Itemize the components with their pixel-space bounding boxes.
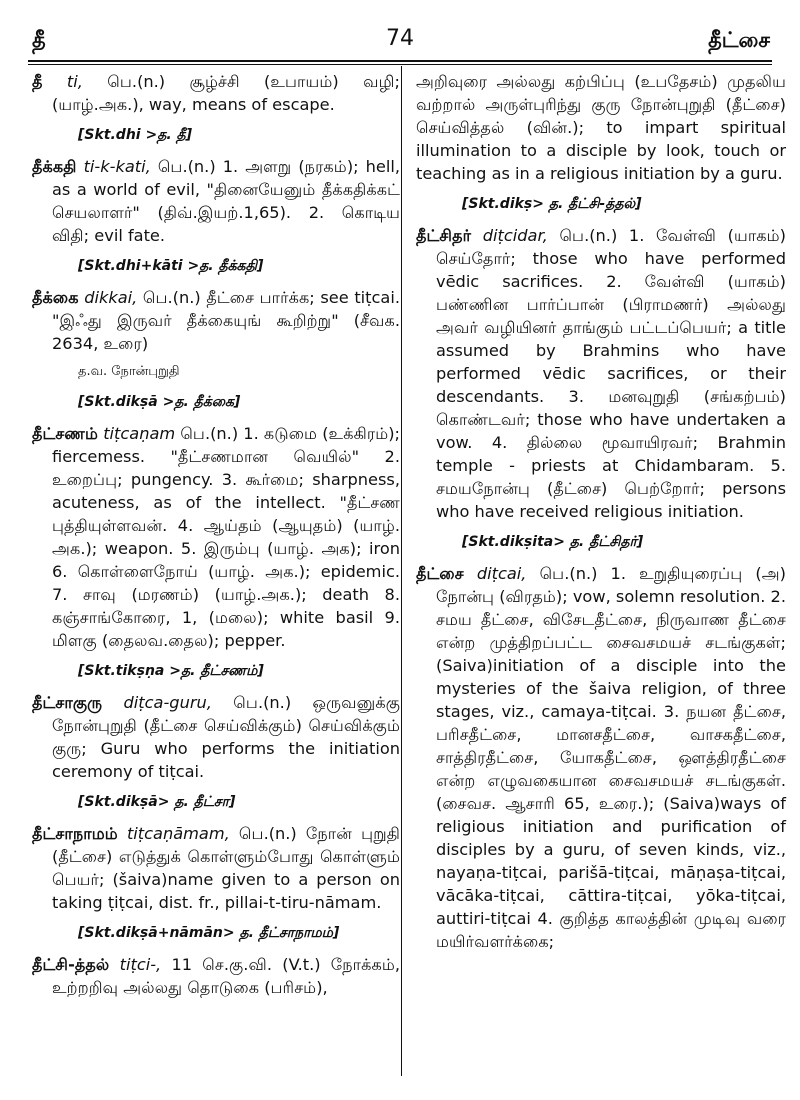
etymology-note: [Skt.dikṣā >த. தீக்கை]	[78, 394, 241, 410]
dictionary-entry	[32, 422, 400, 652]
entry-transliteration: tiṭci-,	[119, 955, 162, 974]
entry-definition: பெ.(n.) 1. வேள்வி (யாகம்) செய்தோர்; those who have performed vēdic sacrifices. 2. வேள்வி (யாகம்) பண்ணின பார்ப்பான் (பிராமணர்) அல்லது அவர் வழியினர் தாங்கும் பட்டப்பெயர்; a title assumed by Brahmins who have performed vēdic sacrifices, or their descendants. 3. மனவுறுதி (சங்கற்பம்) கொண்டவர்; those who have undertaken a vow. 4. தில்லை மூவாயிரவர்; Brahmin temple - priests at Chidambaram. 5. சமயநோன்பு (தீட்சை) பெற்றோர்; persons who have received religious initiation.	[436, 226, 786, 521]
right-column	[416, 70, 786, 958]
entry-transliteration: diṭcidar,	[482, 226, 548, 245]
dictionary-entry	[32, 691, 400, 783]
entry-definition: 11 செ.கு.வி. (V.t.) நோக்கம், உற்றறிவு அல்லது தொடுகை (பரிசம்),	[52, 955, 400, 997]
etymology-note: [Skt.dhi+kāti >த. தீக்கதி]	[78, 258, 264, 274]
entry-definition: பெ.(n.) சூழ்ச்சி (உபாயம்) வழி; (யாழ்.அக.), way, means of escape.	[52, 72, 400, 114]
etymology-note: [Skt.dikṣ> த. தீட்சி-த்தல்]	[462, 196, 642, 212]
entry-transliteration: ti,	[66, 72, 83, 91]
entry-transliteration: tiṭcaṇāmam,	[126, 824, 230, 843]
entry-headword: தீட்சை	[416, 564, 464, 583]
entry-headword: தீட்சாநாமம்	[32, 824, 118, 843]
entry-definition: பெ.(n.) 1. அளறு (நரகம்); hell, as a world of evil, "தினையேனும் தீக்கதிக்கட் செயலாளர்" (திவ்.இயற்.1,65). 2. கொடிய விதி; evil fate.	[52, 157, 400, 245]
dictionary-entry	[32, 286, 400, 355]
dictionary-entry	[32, 822, 400, 914]
left-column	[32, 70, 400, 1004]
dictionary-entry	[32, 155, 400, 247]
entry-headword: தீட்சாகுரு	[32, 693, 103, 712]
entry-transliteration: dikkai,	[84, 288, 138, 307]
entry-headword: தீட்சணம்	[32, 424, 99, 443]
dictionary-entry	[32, 70, 400, 116]
etymology-note: [Skt.dikṣā+nāmān> த. தீட்சாநாமம்]	[78, 925, 340, 941]
etymology-note: [Skt.tikṣṇa >த. தீட்சணம்]	[78, 663, 264, 679]
entry-definition: பெ.(n.) நோன் புறுதி (தீட்சை) எடுத்துக் கொள்ளும்போது கொள்ளும் பெயர்; (šaiva)name given to a person on taking ṭiṭcai, dist. fr., pillai-t-tiru-nāmam.	[52, 824, 400, 912]
entry-definition: பெ.(n.) தீட்சை பார்க்க; see tiṭcai. "இஃது இருவர் தீக்கையுங் கூறிற்று" (சீவக. 2634, உரை)	[52, 288, 400, 353]
header-rule	[28, 60, 772, 62]
page-number: 74	[386, 26, 414, 51]
entry-definition: பெ.(n.) 1. கடுமை (உக்கிரம்); fiercemess. "தீட்சணமான வெயில்" 2. உறைப்பு; pungency. 3. கூர்மை; sharpness, acuteness, as of the intellect. "தீட்சண புத்தியுள்ளவன். 4. ஆய்தம் (ஆயுதம்) (யாழ். அக.); weapon. 5. இரும்பு (யாழ். அக); iron 6. கொள்ளைநோய் (யாழ். அக.); epidemic. 7. சாவு (மரணம்) (யாழ்.அக.); death 8. கஞ்சாங்கோரை, 1, (மலை); white basil 9. மிளகு (தைலவ.தைல); pepper.	[52, 424, 400, 650]
entry-headword: தீட்சிதர்	[416, 226, 472, 245]
entry-transliteration: diṭca-guru,	[123, 693, 212, 712]
entry-definition: பெ.(n.) ஒருவனுக்கு நோன்புறுதி (தீட்சை செய்விக்கும்) செய்விக்கும் குரு; Guru who performs the initiation ceremony of tiṭcai.	[52, 693, 400, 781]
entry-definition: பெ.(n.) 1. உறுதியுரைப்பு (அ) நோன்பு (விரதம்); vow, solemn resolution. 2. சமய தீட்சை, விசேடதீட்சை, நிருவாண தீட்சை என்ற முத்திறப்பட்ட சைவசமயச் சடங்குகள்; (Saiva)initiation of a disciple into the mysteries of the šaiva religion, of three stages, viz., camaya-tiṭcai. 3. நயன தீட்சை, பரிசதீட்சை, மானசதீட்சை, வாசகதீட்சை, சாத்திரதீட்சை, யோகதீட்சை, ஔத்திரதீட்சை என்ற எழுவகையான சைவசமயச் சடங்குகள். (சைவச. ஆசாரி 65, உரை.); (Saiva)ways of religious initiation and purification of disciples by a guru, of seven kinds, viz., nayaṇa-tiṭcai, parišā-tiṭcai, māṇaṣa-tiṭcai, vācāka-tiṭcai, cāttira-tiṭcai, yōka-tiṭcai, auttiri-tiṭcai 4. குறித்த காலத்தின் முடிவு வரை மயிர்வளர்க்கை;	[436, 564, 786, 951]
dictionary-entry	[416, 562, 786, 953]
entry-transliteration: diṭcai,	[476, 564, 527, 583]
etymology-note: [Skt.dikṣā> த. தீட்சா]	[78, 794, 236, 810]
etymology-note: [Skt.dikṣita> த. தீட்சிதர்]	[462, 534, 644, 550]
header-right-word: தீட்சை	[708, 28, 770, 52]
header-rule-thin	[28, 64, 772, 65]
entry-transliteration: ti-k-kati,	[83, 157, 151, 176]
dictionary-entry	[32, 953, 400, 999]
column-divider	[401, 66, 402, 1076]
entry-headword: தீ	[32, 72, 43, 91]
entry-headword: தீட்சி-த்தல்	[32, 955, 110, 974]
entry-continuation: அறிவுரை அல்லது கற்பிப்பு (உபதேசம்) முதலிய வற்றால் அருள்புரிந்து குரு நோன்புறுதி (தீட்சை) செய்வித்தல் (வின்.); to impart spiritual illumination to a disciple by look, touch or teaching as in a religious initiation by a guru.	[416, 72, 786, 183]
usage-note: த.வ. நோன்புறுதி	[78, 364, 180, 379]
etymology-note: [Skt.dhi >த. தீ]	[78, 127, 193, 143]
dictionary-entry	[416, 224, 786, 523]
entry-headword: தீக்கதி	[32, 157, 77, 176]
entry-headword: தீக்கை	[32, 288, 79, 307]
entry-transliteration: tiṭcaṇam	[103, 424, 176, 443]
header-left-word: தீ	[32, 28, 46, 52]
